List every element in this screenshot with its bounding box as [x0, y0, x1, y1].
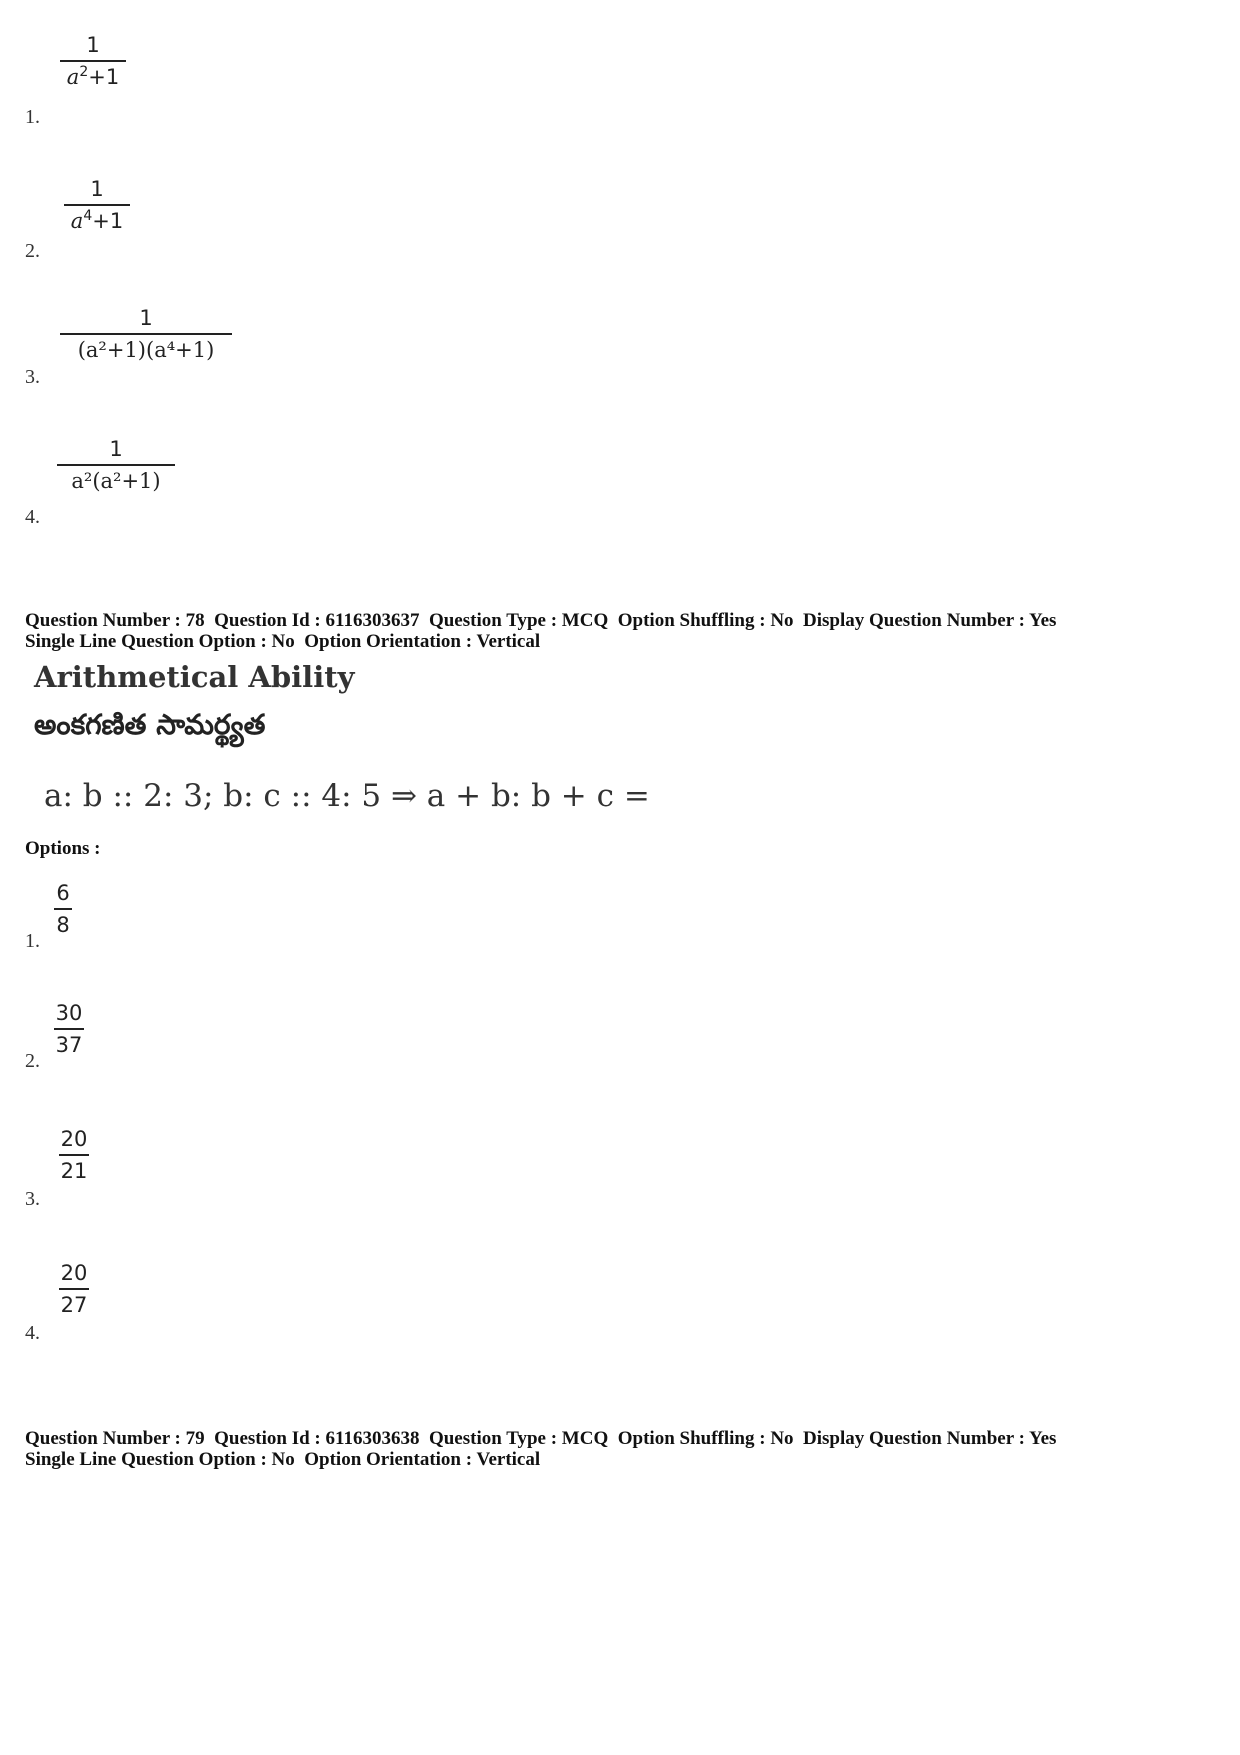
fraction-denominator: 37: [55, 1033, 83, 1057]
fraction-numerator: 1: [90, 177, 104, 201]
option-number: 2.: [25, 1050, 40, 1072]
q78-option-2-fraction: [54, 1000, 84, 1058]
q78-option-3-fraction: [59, 1126, 89, 1184]
fraction-numerator: 1: [109, 437, 123, 461]
fraction-denominator: $a^2+1$: [66, 64, 120, 89]
question-79-meta-line2: Single Line Question Option : No Option Orientation : Vertical: [25, 1449, 541, 1470]
fraction-numerator: 1: [86, 33, 100, 57]
question-78-meta-line2: Single Line Question Option : No Option Orientation : Vertical: [25, 631, 541, 652]
fraction-bar: [54, 908, 72, 910]
q78-option-4-fraction: [59, 1260, 89, 1318]
fraction-numerator: 1: [139, 306, 153, 330]
question-equation: a: b :: 2: 3; b: c :: 4: 5 ⇒ a + b: b + c =: [44, 778, 650, 814]
question-heading-telugu: అంకగణిత సామర్థ్యత: [34, 708, 266, 741]
option-number: 3.: [25, 1188, 40, 1210]
option-number: 4.: [25, 1322, 40, 1344]
fraction-numerator: 20: [60, 1127, 88, 1151]
fraction-denominator: $a^4+1$: [70, 208, 124, 233]
fraction-denominator: (a²+1)(a⁴+1): [77, 338, 215, 362]
question-78-meta-line1: Question Number : 78 Question Id : 6116303637 Question Type : MCQ Option Shuffling : No Display Question Number : Yes: [25, 610, 1057, 631]
prev-option-3-fraction: [60, 305, 232, 363]
option-number: 3.: [25, 366, 40, 388]
fraction-bar: [57, 464, 175, 466]
prev-option-1-fraction: [60, 32, 126, 90]
prev-option-4-fraction: [57, 436, 175, 494]
fraction-denominator: 27: [60, 1293, 88, 1317]
question-heading: Arithmetical Ability: [34, 660, 355, 694]
fraction-denominator: a²(a²+1): [71, 469, 161, 493]
fraction-denominator: 8: [56, 913, 70, 937]
prev-option-2-fraction: [64, 176, 130, 234]
q78-option-1-fraction: [54, 880, 72, 938]
fraction-bar: [59, 1154, 89, 1156]
fraction-numerator: 20: [60, 1261, 88, 1285]
option-number: 4.: [25, 506, 40, 528]
fraction-bar: [60, 60, 126, 62]
fraction-numerator: 6: [56, 881, 70, 905]
fraction-numerator: 30: [55, 1001, 83, 1025]
question-79-meta-line1: Question Number : 79 Question Id : 6116303638 Question Type : MCQ Option Shuffling : No Display Question Number : Yes: [25, 1428, 1057, 1449]
fraction-bar: [59, 1288, 89, 1290]
option-number: 1.: [25, 106, 40, 128]
option-number: 2.: [25, 240, 40, 262]
fraction-denominator: 21: [60, 1159, 88, 1183]
fraction-bar: [54, 1028, 84, 1030]
option-number: 1.: [25, 930, 40, 952]
fraction-bar: [64, 204, 130, 206]
options-label: Options :: [25, 838, 101, 859]
fraction-bar: [60, 333, 232, 335]
